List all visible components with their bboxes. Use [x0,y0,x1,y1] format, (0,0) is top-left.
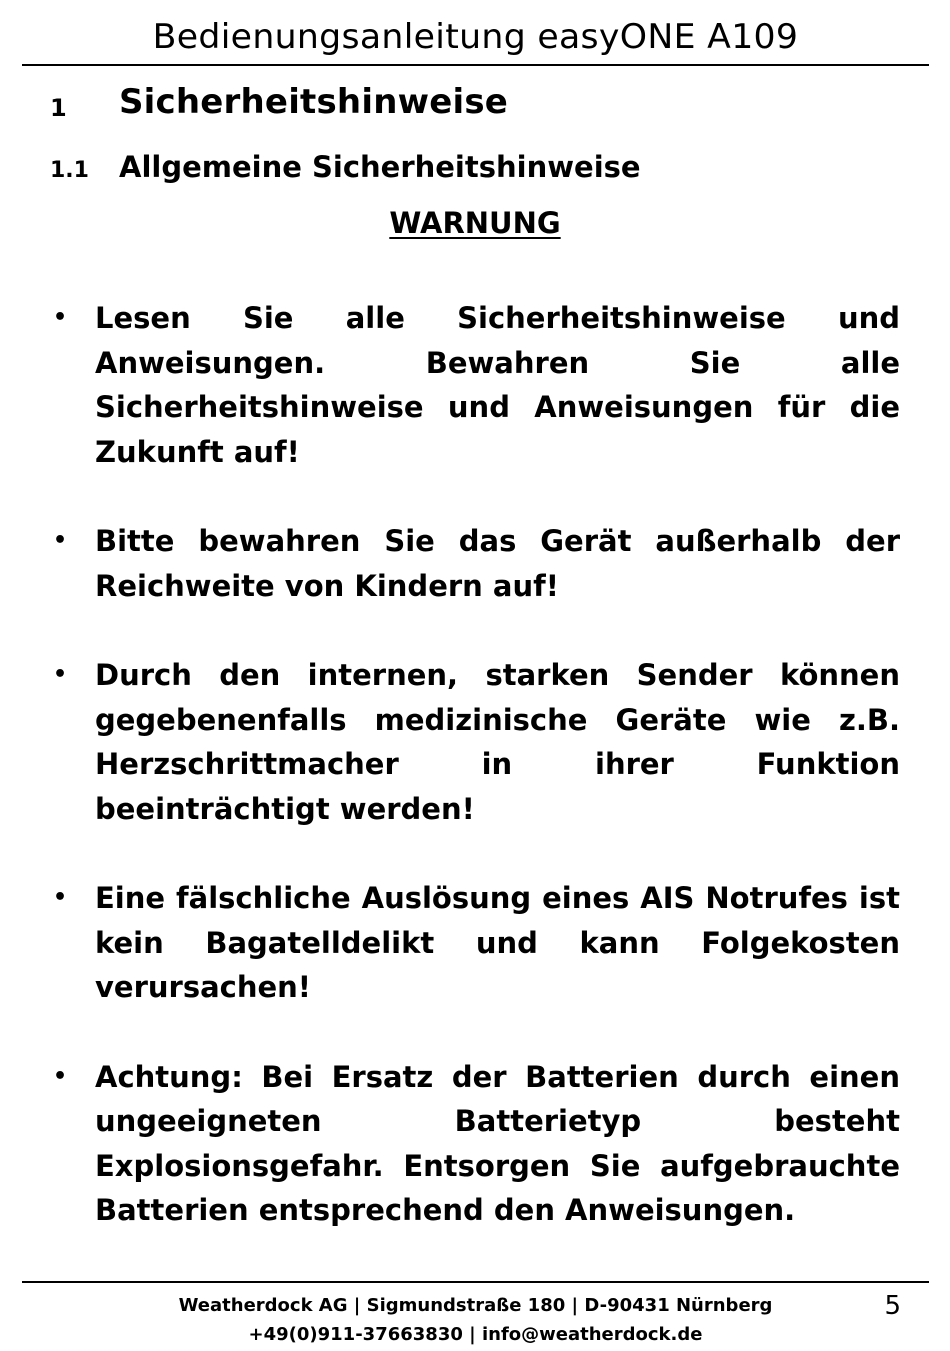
list-item [50,1055,900,1233]
list-item-text: Lesen Sie alle Sicherheitshinweise und Anweisungen. Bewahren Sie alle Sicherheitshinweise und Anweisungen für die Zukunft auf! [95,301,900,469]
bullet-icon: • [53,662,68,687]
subsection-heading [50,150,910,186]
section-number: 1 [50,94,67,122]
document-title: Bedienungsanleitung easyONE A109 [152,17,799,57]
list-item-text: Achtung: Bei Ersatz der Batterien durch einen ungeeigneten Batterietyp besteht Explosionsgefahr. Entsorgen Sie aufgebrauchte Batterien entsprechend den Anweisungen. [95,1059,900,1227]
bullet-icon: • [53,305,68,330]
list-item-text: Eine fälschliche Auslösung eines AIS Notrufes ist kein Bagatelldelikt und kann Folgekosten verursachen! [95,881,900,1004]
page-footer [22,1281,929,1351]
page-number: 5 [884,1291,901,1321]
section-heading [50,80,910,124]
list-item-text: Bitte bewahren Sie das Gerät außerhalb der Reichweite von Kindern auf! [95,524,900,603]
footer-contact: +49(0)911-37663830 | info@weatherdock.de [248,1324,703,1345]
bullet-icon: • [53,885,68,910]
section-title: Sicherheitshinweise [119,82,509,122]
warning-title: WARNUNG [389,206,561,240]
page-header [22,0,929,66]
safety-instructions-list [50,296,900,1278]
list-item-text: Durch den internen, starken Sender können gegebenenfalls medizinische Geräte wie z.B. Herzschrittmacher in ihrer Funktion beeinträchtigt werden! [95,658,900,826]
bullet-icon: • [53,1063,68,1089]
list-item [50,653,900,831]
list-item [50,296,900,474]
footer-address: Weatherdock AG | Sigmundstraße 180 | D-90431 Nürnberg [178,1295,773,1316]
subsection-title: Allgemeine Sicherheitshinweise [119,150,641,184]
list-item [50,519,900,608]
subsection-number: 1.1 [50,158,89,183]
bullet-icon: • [53,528,68,553]
list-item [50,876,900,1010]
